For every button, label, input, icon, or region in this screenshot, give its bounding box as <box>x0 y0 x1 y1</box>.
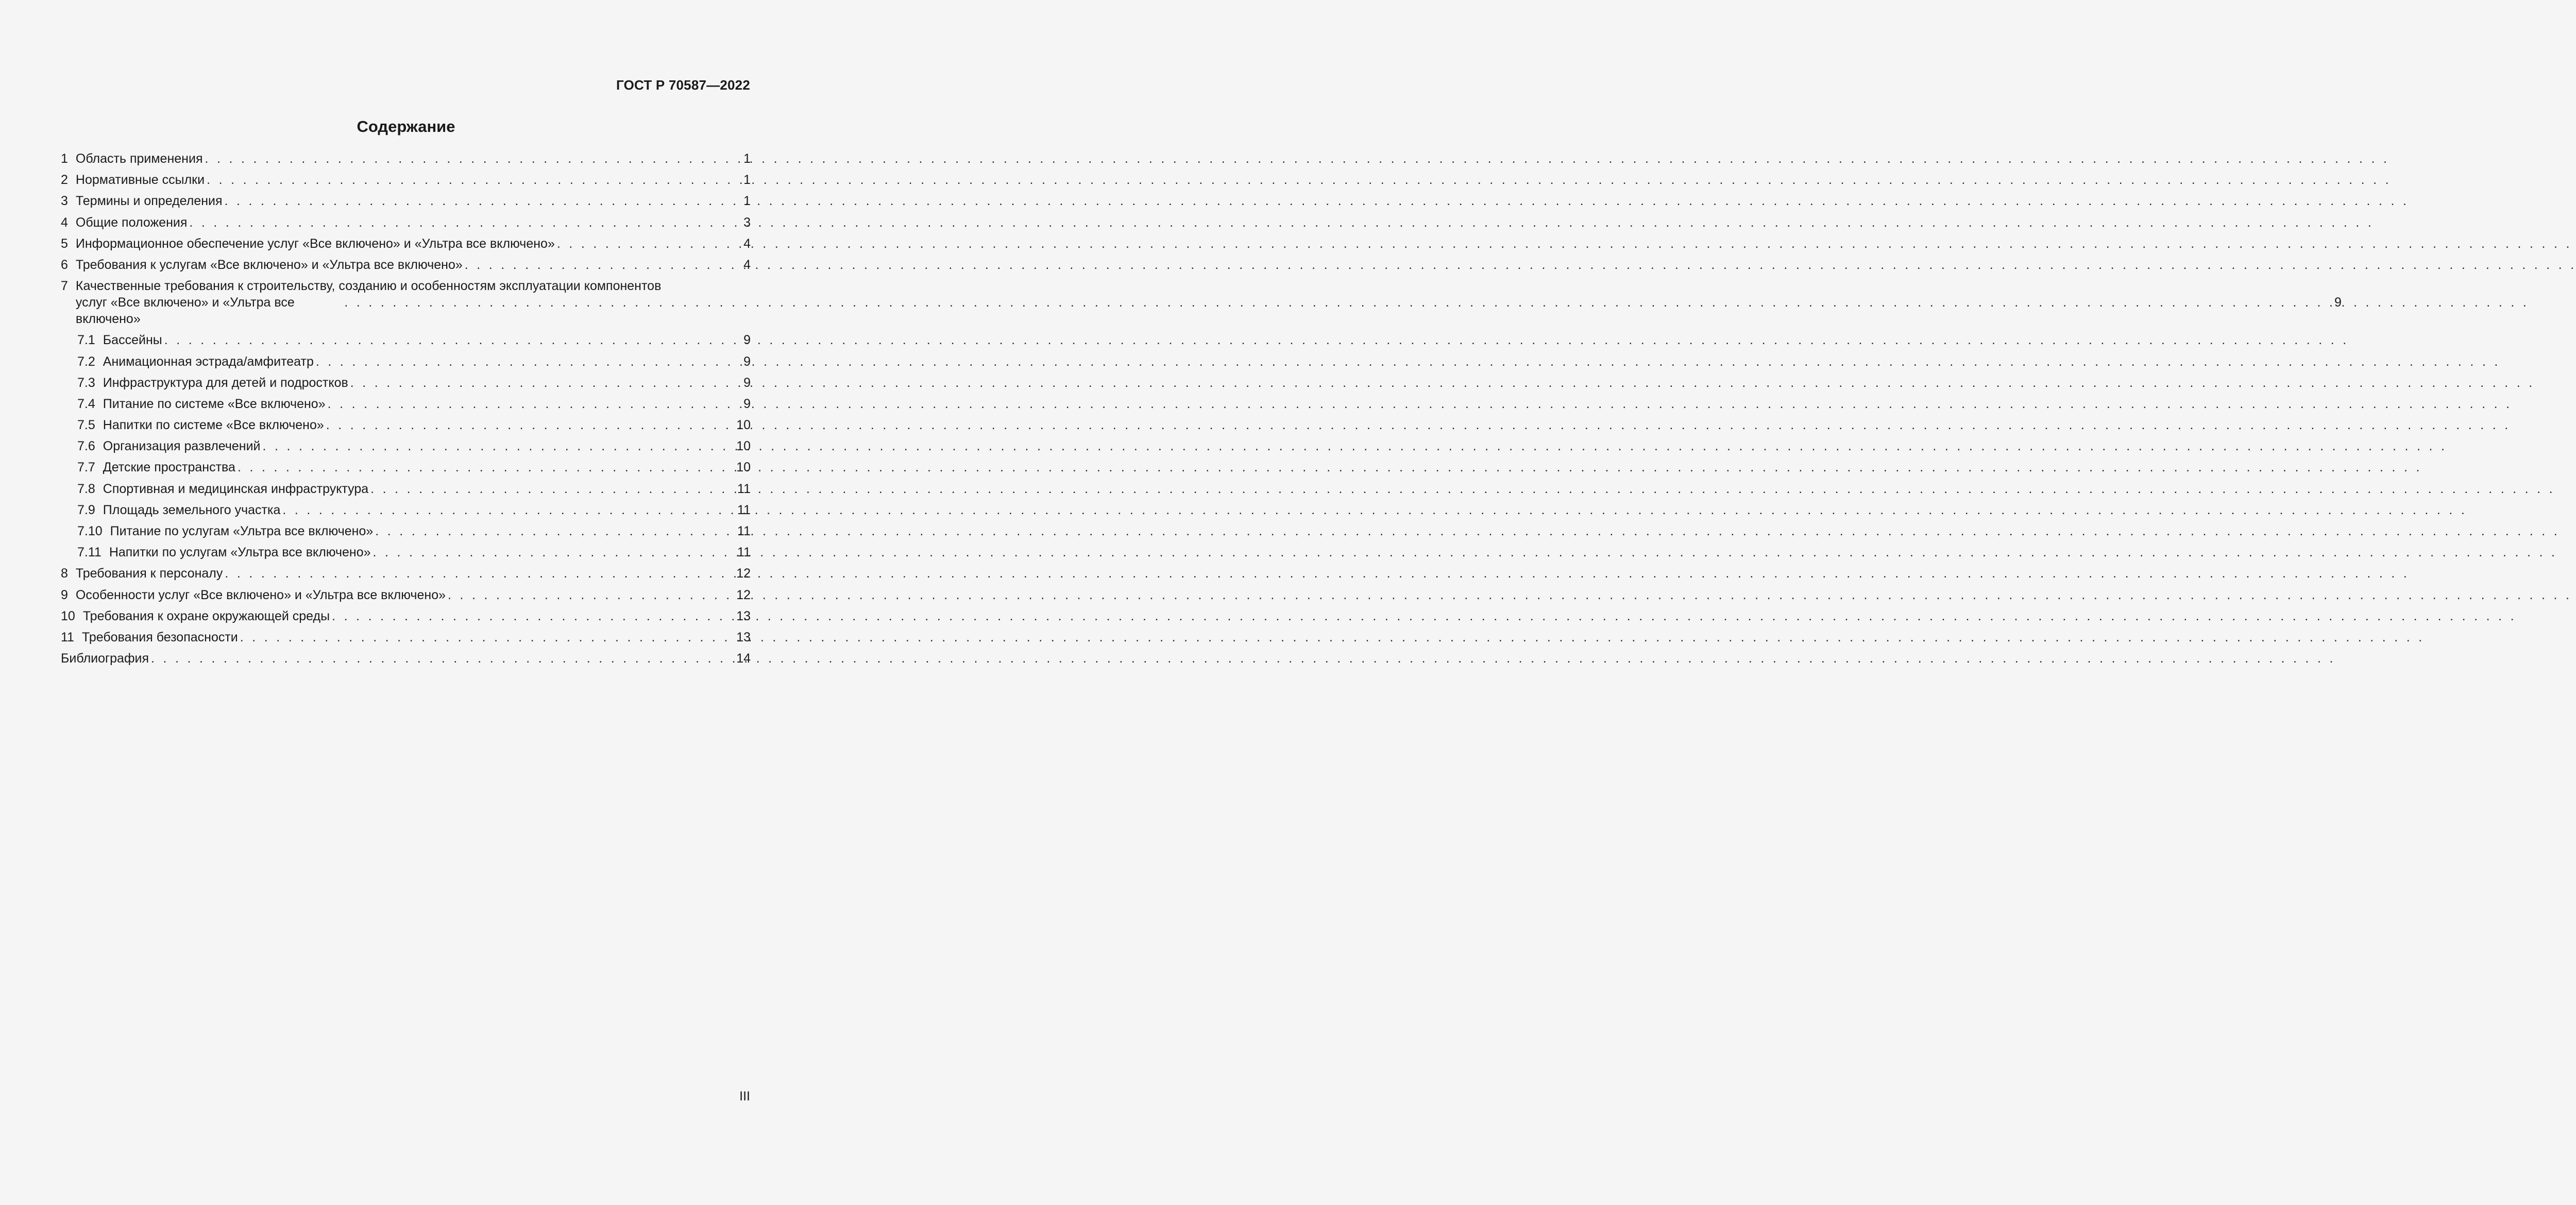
toc-entry-page: 11 <box>737 481 751 496</box>
toc-entry-label: Организация развлечений <box>103 439 261 454</box>
toc-entry-label <box>76 278 2342 327</box>
toc-title: Содержание <box>357 117 455 135</box>
toc-entry-number: 11 <box>61 630 74 644</box>
toc-entry-7-9[interactable] <box>61 502 751 518</box>
toc-leader-dots <box>448 587 734 603</box>
toc-leader-dots <box>164 332 741 348</box>
toc-entry-4[interactable] <box>61 214 751 231</box>
toc-entry-page: 11 <box>737 524 751 538</box>
toc-entry-label: Особенности услуг «Все включено» и «Ультра все включено» <box>75 587 446 602</box>
toc-entry-label: Нормативные ссылки <box>75 173 205 188</box>
toc-leader-dots <box>240 629 734 646</box>
toc-entry-label: Требования к персоналу <box>75 566 223 581</box>
toc-entry-2[interactable] <box>61 172 751 188</box>
toc-entry-number: 7.6 <box>77 439 95 454</box>
toc-entry-label: Питание по системе «Все включено» <box>103 396 326 411</box>
toc-entry-7-1[interactable] <box>61 332 751 348</box>
toc-entry-number: 6 <box>61 257 68 272</box>
toc-entry-label: Питание по услугам «Ультра все включено» <box>110 524 374 538</box>
toc-leader-dots <box>238 459 734 476</box>
toc-entry-label: Общие положения <box>75 215 188 230</box>
toc-entry-label: Детские пространства <box>103 460 235 475</box>
toc-entry-number: 10 <box>61 608 75 623</box>
toc-entry-page: 4 <box>743 257 751 272</box>
toc-entry-number: 5 <box>61 236 68 251</box>
document-code: ГОСТ Р 70587—2022 <box>616 77 750 93</box>
toc-leader-dots <box>316 353 741 370</box>
toc-entry-number: 9 <box>61 587 68 602</box>
toc-entry-page: 13 <box>736 630 751 644</box>
toc-entry-label: Анимационная эстрада/амфитеатр <box>103 354 314 369</box>
toc-leader-dots <box>373 544 736 561</box>
toc-entry-7-7[interactable] <box>61 459 751 476</box>
toc-entry-number: 1 <box>61 151 68 166</box>
toc-entry-label: Напитки по услугам «Ультра все включено» <box>109 545 371 560</box>
toc-entry-page: 9 <box>2334 295 2342 310</box>
toc-entry-page: 9 <box>743 354 751 369</box>
toc-entry-7-10[interactable] <box>61 523 751 539</box>
toc-entry-number: 7 <box>61 279 68 294</box>
toc-entry-label: Термины и определения <box>75 194 223 209</box>
toc-leader-dots <box>225 565 734 582</box>
toc-entry-7-3[interactable] <box>61 375 751 391</box>
toc-entry-6[interactable] <box>61 257 751 273</box>
toc-entry-7-11[interactable] <box>61 544 751 561</box>
toc-entry-label: Площадь земельного участка <box>103 502 281 517</box>
toc-entry-label: Требования безопасности <box>81 630 238 644</box>
toc-entry-7-6[interactable] <box>61 438 751 454</box>
toc-leader-dots <box>328 396 741 412</box>
toc-leader-dots <box>344 294 2332 311</box>
toc-entry-number: 8 <box>61 566 68 581</box>
toc-entry-page: 10 <box>736 439 751 454</box>
toc-entry-number: 3 <box>61 194 68 209</box>
toc-leader-dots <box>263 438 735 454</box>
toc-leader-dots <box>370 481 735 497</box>
toc-entry-label-line-2-row <box>76 294 2342 327</box>
toc-entry-1[interactable] <box>61 150 751 167</box>
toc-leader-dots <box>151 650 734 667</box>
toc-leader-dots <box>205 150 741 167</box>
toc-leader-dots <box>225 193 742 209</box>
toc-entry-number: 7.7 <box>77 460 95 475</box>
toc-entry-bibliography[interactable] <box>61 650 751 667</box>
toc-entry-number: 2 <box>61 173 68 188</box>
toc-entry-label: Библиография <box>61 651 149 666</box>
toc-entry-11[interactable] <box>61 629 751 646</box>
toc-entry-page: 1 <box>743 194 751 209</box>
toc-entry-number: 7.8 <box>77 481 95 496</box>
toc-entry-page: 9 <box>743 375 751 390</box>
toc-entry-number: 7.1 <box>77 333 95 348</box>
toc-leader-dots <box>332 608 734 624</box>
toc-entry-label: Информационное обеспечение услуг «Все включено» и «Ультра все включено» <box>75 236 555 251</box>
toc-entry-7-8[interactable] <box>61 481 751 497</box>
toc-entry-page: 10 <box>736 418 751 433</box>
page-number: III <box>739 1089 750 1104</box>
toc-entry-page: 12 <box>736 566 751 581</box>
toc-entry-page: 12 <box>736 587 751 602</box>
toc-entry-9[interactable] <box>61 587 751 603</box>
toc-entry-8[interactable] <box>61 565 751 582</box>
toc-entry-page: 10 <box>736 460 751 475</box>
toc-entry-7-4[interactable] <box>61 396 751 412</box>
toc-entry-label: Напитки по системе «Все включено» <box>103 418 324 433</box>
toc-entry-page: 4 <box>743 236 751 251</box>
toc-entry-number: 7.4 <box>77 396 95 411</box>
toc-leader-dots <box>207 172 741 188</box>
toc-entry-number: 7.3 <box>77 375 95 390</box>
toc-entry-label: Область применения <box>75 151 203 166</box>
toc-entry-7-5[interactable] <box>61 417 751 433</box>
toc-entry-5[interactable] <box>61 235 751 252</box>
toc-entry-page: 1 <box>743 173 751 188</box>
toc-leader-dots <box>189 214 741 231</box>
toc-entry-3[interactable] <box>61 193 751 209</box>
toc-entry-number: 7.9 <box>77 502 95 517</box>
table-of-contents <box>61 150 2342 671</box>
toc-entry-label-line-2: услуг «Все включено» и «Ультра все включено» <box>75 295 295 327</box>
toc-entry-label-line-1: Качественные требования к строительству, созданию и особенностям эксплуатации компонентов <box>75 279 662 294</box>
toc-entry-label: Спортивная и медицинская инфраструктура <box>103 481 369 496</box>
toc-leader-dots <box>465 257 741 273</box>
toc-entry-page: 1 <box>743 151 751 166</box>
toc-entry-number: 7.10 <box>77 524 103 538</box>
toc-entry-number: 4 <box>61 215 68 230</box>
toc-leader-dots <box>375 523 735 539</box>
toc-entry-label: Требования к охране окружающей среды <box>82 608 330 623</box>
toc-entry-label: Инфраструктура для детей и подростков <box>103 375 348 390</box>
toc-entry-number: 7.2 <box>77 354 95 369</box>
toc-entry-number: 7.5 <box>77 418 95 433</box>
toc-entry-7[interactable] <box>61 278 2342 327</box>
toc-leader-dots <box>557 235 741 252</box>
toc-entry-page: 11 <box>737 545 751 560</box>
toc-entry-label: Бассейны <box>103 333 162 348</box>
toc-leader-dots <box>282 502 735 518</box>
toc-leader-dots <box>350 375 741 391</box>
toc-entry-page: 3 <box>743 215 751 230</box>
toc-entry-page: 14 <box>736 651 751 666</box>
toc-entry-page: 9 <box>743 396 751 411</box>
toc-leader-dots <box>326 417 734 433</box>
toc-entry-number: 7.11 <box>77 545 101 560</box>
toc-entry-label: Требования к услугам «Все включено» и «Ультра все включено» <box>75 257 463 272</box>
toc-entry-page: 11 <box>737 502 751 517</box>
toc-entry-7-2[interactable] <box>61 353 751 370</box>
toc-entry-page: 9 <box>743 333 751 348</box>
toc-entry-10[interactable] <box>61 608 751 624</box>
toc-entry-page: 13 <box>736 608 751 623</box>
